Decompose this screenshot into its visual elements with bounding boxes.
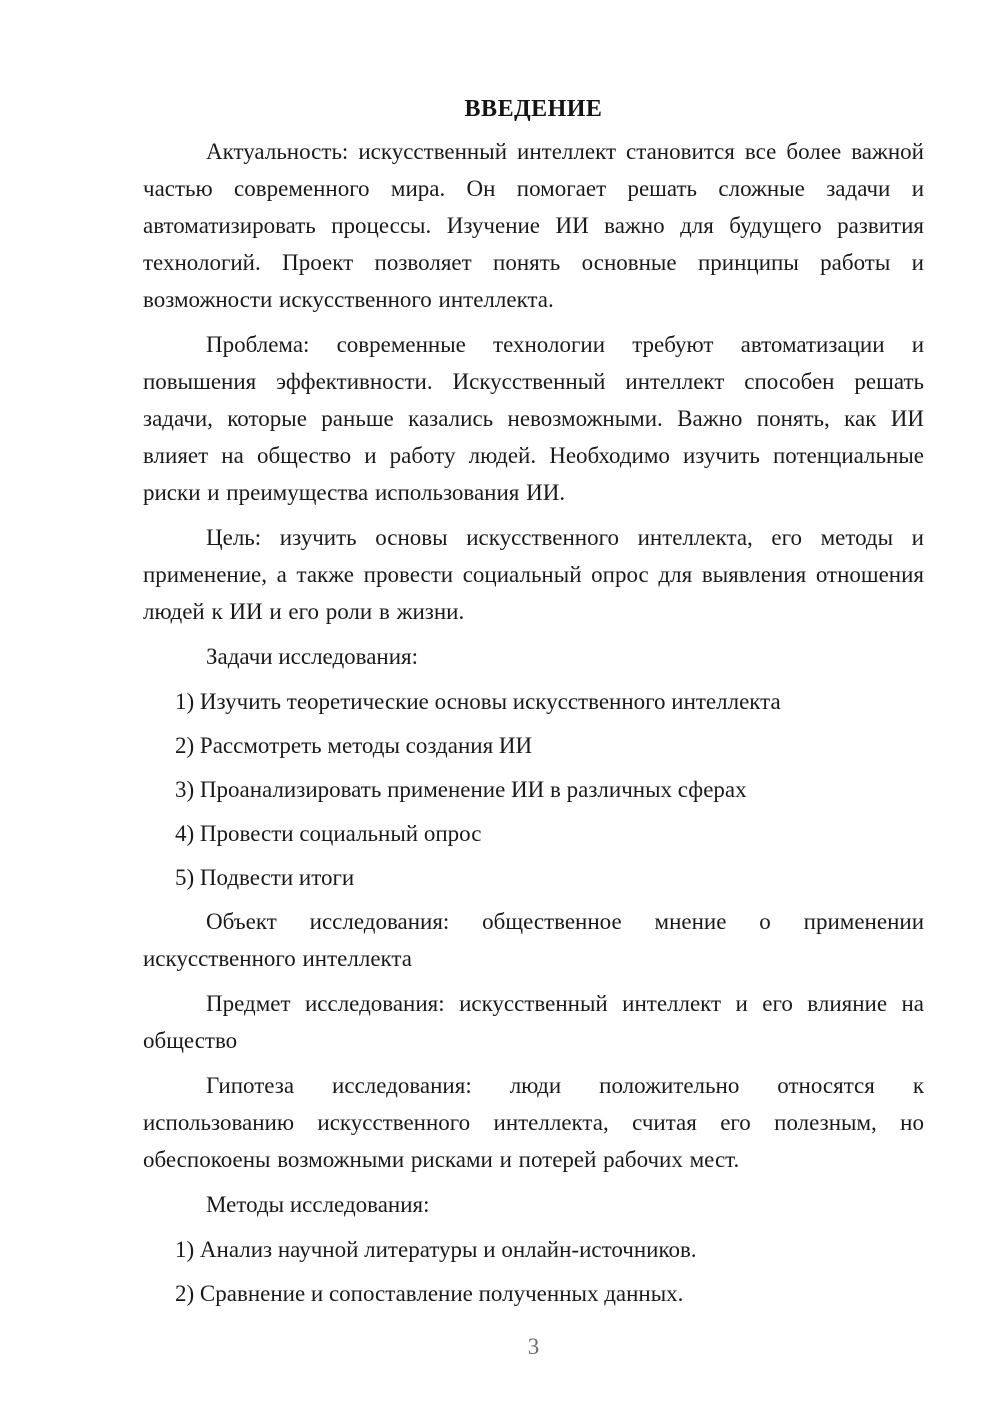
method-item-1: 1) Анализ научной литературы и онлайн-источников. bbox=[175, 1237, 697, 1262]
paragraph-problem: Проблема: современные технологии требуют автоматизации и повышения эффективности. Искусственный интеллект способен решать задачи, которые раньше казались невозможными. Важно понять, как ИИ влияет на общество и работу людей. Необходимо изучить потенциальные риски и преимущества использования ИИ. bbox=[143, 332, 924, 505]
task-item-1: 1) Изучить теоретические основы искусственного интеллекта bbox=[175, 689, 781, 714]
method-item-2: 2) Сравнение и сопоставление полученных данных. bbox=[175, 1281, 684, 1306]
task-item-2: 2) Рассмотреть методы создания ИИ bbox=[175, 733, 533, 758]
paragraph-hypothesis: Гипотеза исследования: люди положительно относятся к использованию искусственного интеллекта, считая его полезным, но обеспокоены возможными рисками и потерей рабочих мест. bbox=[143, 1073, 924, 1172]
paragraph-subject: Предмет исследования: искусственный интеллект и его влияние на общество bbox=[143, 991, 924, 1053]
paragraph-object: Объект исследования: общественное мнение о применении искусственного интеллекта bbox=[143, 909, 924, 971]
page-number: 3 bbox=[527, 1334, 540, 1359]
task-item-5: 5) Подвести итоги bbox=[175, 865, 355, 890]
tasks-heading: Задачи исследования: bbox=[206, 644, 419, 669]
methods-heading: Методы исследования: bbox=[206, 1192, 430, 1217]
paragraph-goal: Цель: изучить основы искусственного интеллекта, его методы и применение, а также провести социальный опрос для выявления отношения людей к ИИ и его роли в жизни. bbox=[143, 525, 924, 624]
page-title: ВВЕДЕНИЕ bbox=[464, 96, 603, 122]
task-item-4: 4) Провести социальный опрос bbox=[175, 821, 482, 846]
tasks-list bbox=[143, 683, 924, 896]
task-item-3: 3) Проанализировать применение ИИ в различных сферах bbox=[175, 777, 747, 802]
paragraph-relevance: Актуальность: искусственный интеллект становится все более важной частью современного мира. Он помогает решать сложные задачи и автоматизировать процессы. Изучение ИИ важно для будущего развития технологий. Проект позволяет понять основные принципы работы и возможности искусственного интеллекта. bbox=[143, 139, 924, 312]
methods-list bbox=[143, 1231, 924, 1312]
